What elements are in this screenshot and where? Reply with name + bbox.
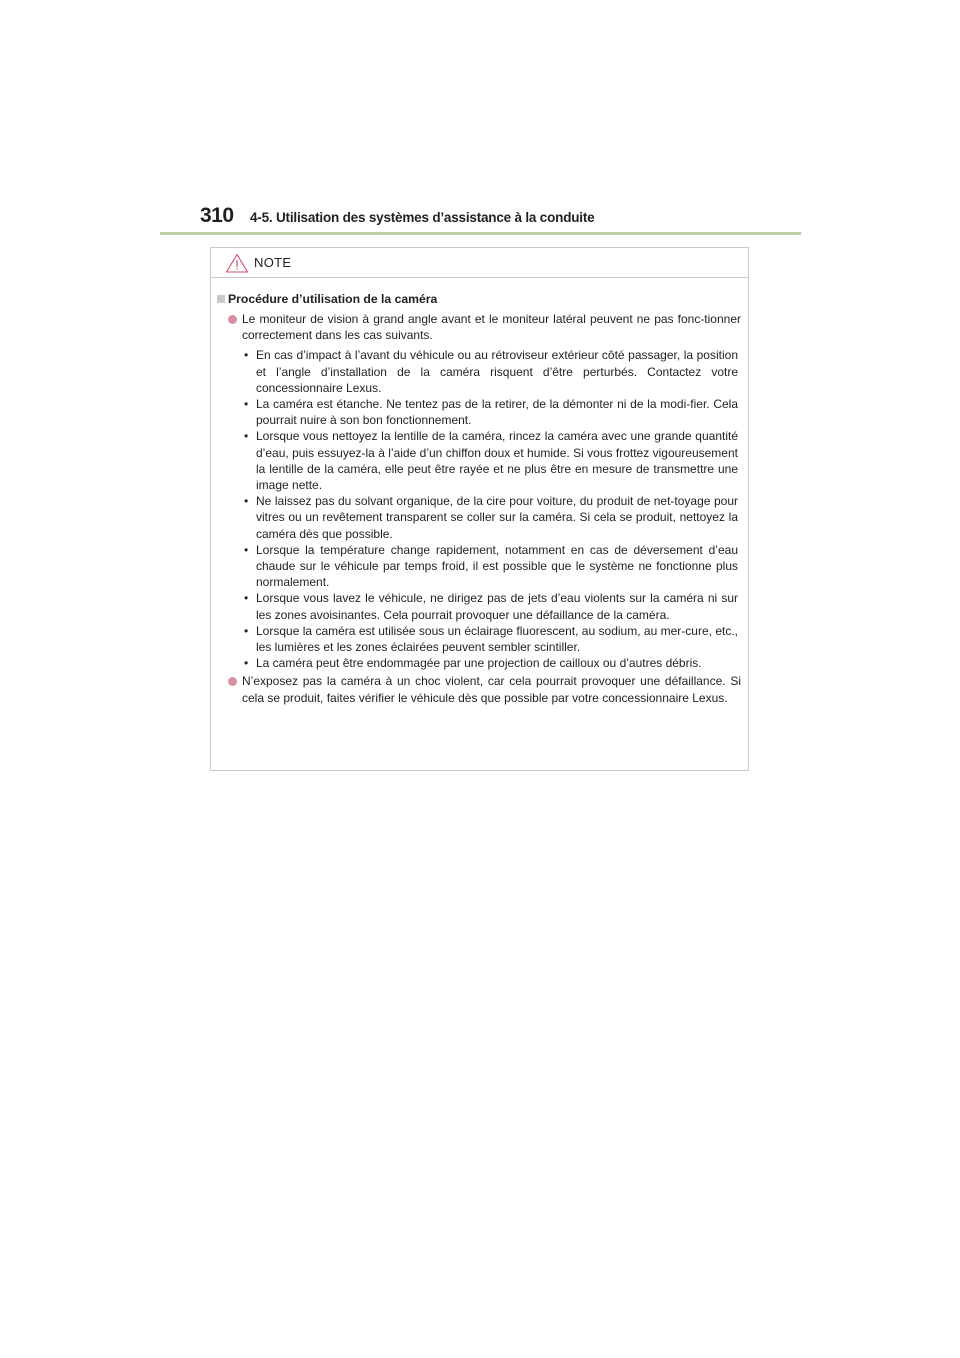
note-header	[211, 248, 748, 278]
round-bullet-icon	[228, 677, 237, 686]
sub-item: • Lorsque vous lavez le véhicule, ne dirigez pas de jets d’eau violents sur la caméra ni sur les zones avoisinantes. Cela pourrait provoquer une défaillance de la caméra.	[244, 591, 738, 622]
warning-triangle-icon	[225, 253, 249, 273]
note-box	[210, 247, 749, 771]
section-title: 4-5. Utilisation des systèmes d’assistance à la conduite	[250, 210, 595, 225]
bullet-text: N’exposez pas la caméra à un choc violent, car cela pourrait provoquer une défaillance. Si cela se produit, faites vérifier le véhicule dès que possible par votre concessionnaire Lexus.	[242, 674, 741, 705]
bullet-item	[211, 673, 748, 705]
sub-item: • La caméra peut être endommagée par une projection de cailloux ou d’autres débris.	[244, 656, 702, 671]
sub-item: • Ne laissez pas du solvant organique, de la cire pour voiture, du produit de net-toyage pour vitres ou un revêtement transparent se coller sur la caméra. Si cela se produit, nettoyez la caméra dès que possible.	[244, 494, 738, 541]
page-number: 310	[200, 204, 234, 227]
note-label: NOTE	[254, 255, 292, 270]
bullet-item	[211, 311, 748, 343]
round-bullet-icon	[228, 315, 237, 324]
page-header	[160, 200, 801, 236]
square-bullet-icon	[217, 295, 225, 303]
sub-item: • Lorsque la caméra est utilisée sous un éclairage fluorescent, au sodium, au mer-cure, etc., les lumières et les zones éclairées peuvent sembler scintiller.	[244, 623, 738, 655]
sub-item: • La caméra est étanche. Ne tentez pas de la retirer, de la démonter ni de la modi-fier. Cela pourrait nuire à son bon fonctionnement.	[244, 397, 738, 428]
bullet-text: Le moniteur de vision à grand angle avant et le moniteur latéral peuvent ne pas fonc-tionner correctement dans les cas suivants.	[242, 312, 741, 343]
header-rule	[160, 232, 801, 235]
note-body	[211, 278, 748, 706]
sub-item: • En cas d’impact à l’avant du véhicule ou au rétroviseur extérieur côté passager, la position et l’angle d’installation de la caméra risquent d’être perturbés. Contactez votre concessionnaire Lexus.	[244, 348, 738, 395]
sub-list	[211, 347, 748, 671]
sub-item: • Lorsque vous nettoyez la lentille de la caméra, rincez la caméra avec une grande quantité d’eau, puis essuyez-la à l’aide d’un chiffon doux et humide. Si vous frottez vigoureusement la lentille de la caméra, elle peut être rayée et ne plus être en mesure de transmettre une image nette.	[244, 429, 738, 493]
sub-item: • Lorsque la température change rapidement, notamment en cas de déversement d’eau chaude sur le véhicule par temps froid, il est possible que le système ne fonctionne plus normalement.	[244, 542, 738, 590]
subheading	[211, 291, 748, 309]
subheading-text: Procédure d’utilisation de la caméra	[228, 292, 438, 306]
